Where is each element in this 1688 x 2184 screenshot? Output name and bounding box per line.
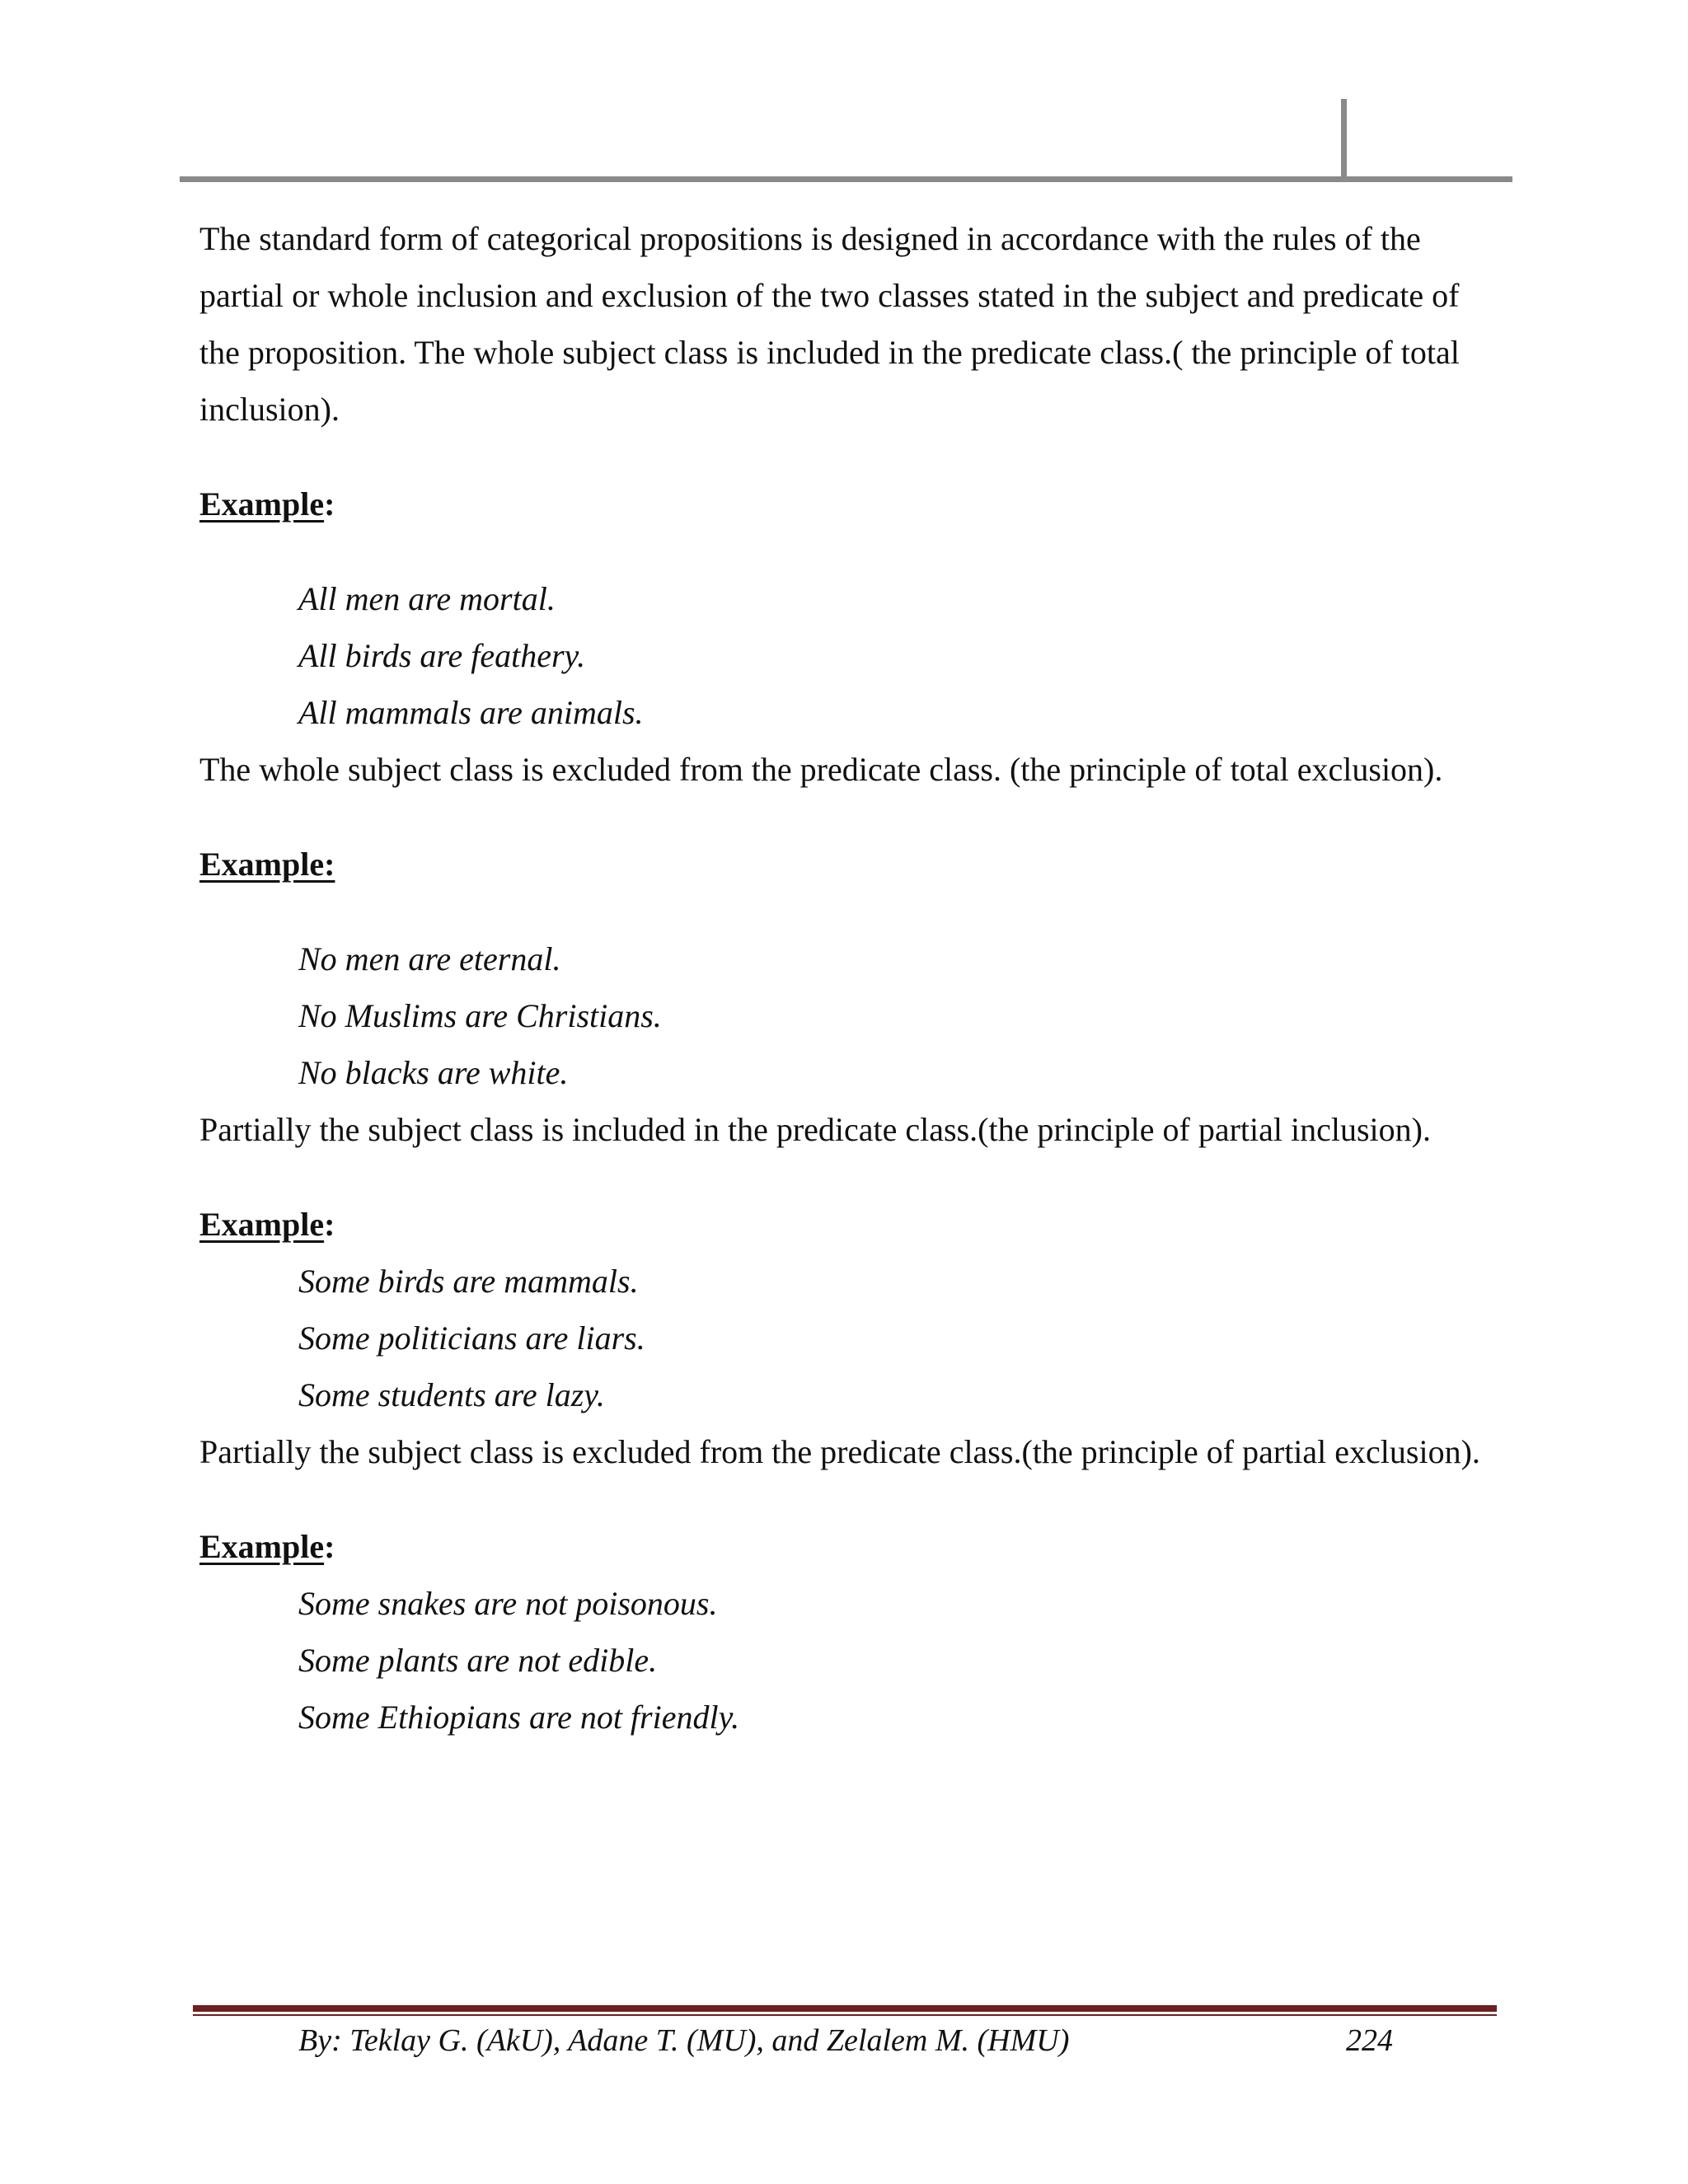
example-sentence: Some plants are not edible. — [298, 1642, 658, 1679]
example-heading-2 — [199, 836, 1502, 893]
example-colon: : — [324, 485, 335, 523]
example-label: Example — [199, 485, 325, 523]
footer-rule — [193, 2005, 1497, 2012]
example-list-2 — [199, 930, 1502, 1101]
example-colon: : — [324, 1528, 335, 1565]
example-label: Example — [199, 1206, 325, 1243]
example-list-1 — [199, 570, 1502, 741]
example-sentence: Some politicians are liars. — [298, 1319, 645, 1357]
example-heading-3 — [199, 1196, 1502, 1253]
page-number: 224 — [1346, 2023, 1393, 2058]
example-list-3 — [199, 1253, 1502, 1423]
principle-paragraph-2: The whole subject class is excluded from the predicate class. (the principle of total exclusion). — [199, 751, 1443, 788]
example-colon: : — [324, 1206, 335, 1243]
example-sentence: All birds are feathery. — [298, 637, 586, 674]
example-sentence: No blacks are white. — [298, 1054, 569, 1091]
principle-paragraph-4: Partially the subject class is excluded from the predicate class.(the principle of partial exclusion). — [199, 1433, 1480, 1470]
header-rule — [180, 176, 1512, 182]
example-label: Example: — [199, 846, 335, 883]
principle-paragraph-3: Partially the subject class is included in the predicate class.(the principle of partial inclusion). — [199, 1111, 1431, 1148]
example-label: Example — [199, 1528, 325, 1565]
example-sentence: All mammals are animals. — [298, 694, 644, 731]
example-sentence: No men are eternal. — [298, 940, 561, 977]
example-sentence: Some Ethiopians are not friendly. — [298, 1699, 740, 1736]
footer-authors: By: Teklay G. (AkU), Adane T. (MU), and Zelalem M. (HMU) — [298, 2023, 1070, 2058]
header-tick — [1341, 99, 1347, 181]
intro-paragraph: The standard form of categorical propositions is designed in accordance with the rules of the partial or whole inclusion and exclusion of the two classes stated in the subject and predicate of the proposition. The whole subject class is included in the predicate class.( the principle of total inclusion). — [199, 220, 1460, 428]
example-heading-4 — [199, 1518, 1502, 1575]
example-sentence: Some birds are mammals. — [298, 1263, 639, 1300]
example-heading-1 — [199, 476, 1502, 532]
example-sentence: Some students are lazy. — [298, 1376, 605, 1413]
example-list-4 — [199, 1575, 1502, 1746]
example-sentence: No Muslims are Christians. — [298, 997, 662, 1034]
page-content — [199, 210, 1502, 1746]
example-sentence: All men are mortal. — [298, 580, 556, 617]
example-sentence: Some snakes are not poisonous. — [298, 1585, 718, 1622]
